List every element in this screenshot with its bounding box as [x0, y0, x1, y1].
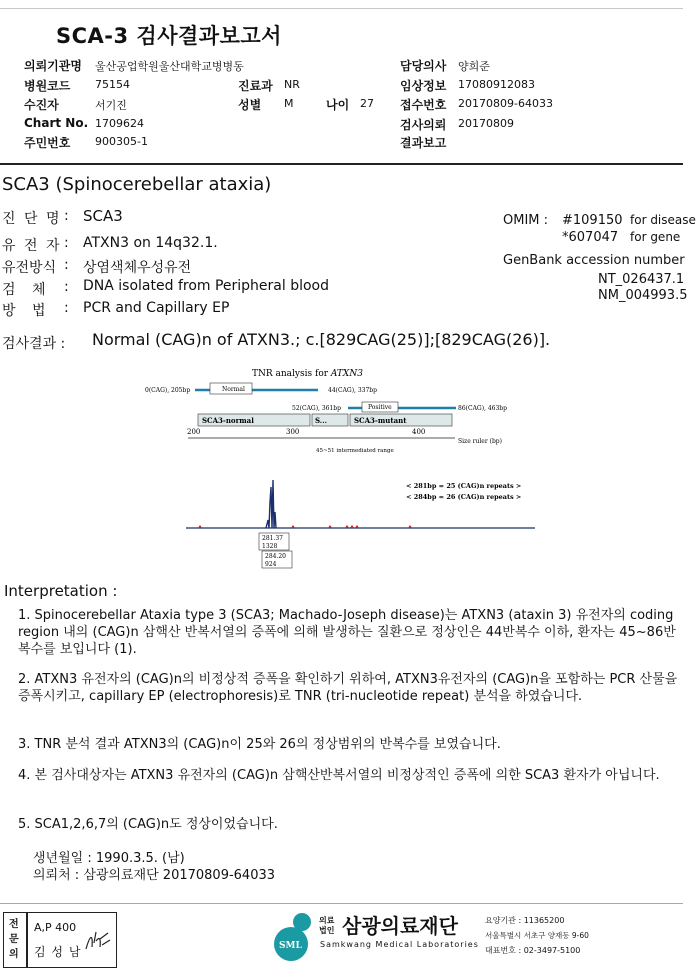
peak-height-1: 1328 [262, 543, 278, 550]
receipt-no-label: 접수번호 [400, 98, 447, 112]
org-info: 서울특별시 서초구 양재동 9-60 [485, 931, 589, 940]
top-border [0, 8, 683, 9]
detail-value-gene: ATXN3 on 14q32.1. [83, 235, 218, 251]
interpretation-paragraph: 3. TNR 분석 결과 ATXN3의 (CAG)n이 25와 26의 정상범위의 반복수를 보였습니다. [18, 737, 501, 752]
positive-right-label: 86(CAG), 463bp [458, 405, 507, 412]
genbank-id: NT_026437.1 [598, 272, 685, 287]
detail-label-specimen: 검 체 [2, 282, 52, 298]
genbank-label: GenBank accession number [503, 253, 685, 268]
ruler-tick-label: 300 [286, 428, 300, 436]
sml-logo-icon [270, 910, 316, 962]
institution-label: 의뢰기관명 [24, 59, 82, 73]
org-english-name: Samkwang Medical Laboratories [320, 940, 479, 949]
clinical-info-label: 임상정보 [400, 79, 447, 93]
band-intermediate-label: S... [315, 416, 328, 425]
omim-desc-disease: for disease [630, 213, 696, 227]
ruler-tick-label: 200 [187, 428, 201, 436]
receipt-no-value: 20170809-64033 [458, 97, 553, 110]
footer-divider [0, 903, 683, 904]
detail-value-method: PCR and Capillary EP [83, 300, 230, 316]
detail-label-method: 방 법 [2, 303, 52, 319]
resident-no-value: 900305-1 [95, 135, 148, 148]
tnr-figure [140, 362, 540, 572]
sex-value: M [284, 97, 294, 110]
org-name: 삼광의료재단 [342, 914, 458, 938]
hospital-code-value: 75154 [95, 78, 130, 91]
peak-size-1: 281.37 [262, 535, 283, 542]
org-type: 의료 법인 [319, 916, 335, 935]
colon: : [64, 300, 69, 316]
normal-left-label: 0(CAG), 205bp [145, 387, 191, 394]
detail-value-inheritance: 상염색체우성유전 [83, 260, 192, 276]
age-label: 나이 [326, 98, 350, 112]
intermediate-range-label: 45~51 intermediated range [316, 448, 394, 454]
colon: : [64, 279, 69, 295]
normal-box-label: Normal [222, 386, 245, 393]
interpretation-paragraph: 5. SCA1,2,6,7의 (CAG)n도 정상이었습니다. [18, 817, 278, 832]
patient-label: 수진자 [24, 98, 59, 112]
band-mutant-label: SCA3-mutant [354, 416, 407, 425]
birth-date: 생년월일 : 1990.3.5. (남) [33, 851, 185, 866]
department-label: 진료과 [238, 79, 273, 93]
result-label: 검사결과 : [2, 336, 66, 352]
band-normal-label: SCA3-normal [202, 416, 254, 425]
resident-no-label: 주민번호 [24, 136, 71, 150]
hospital-code-label: 병원코드 [24, 79, 71, 93]
electropherogram-peaks [266, 480, 276, 528]
specialist-stamp [3, 912, 117, 968]
header-divider [0, 163, 683, 165]
omim-id-gene: *607047 [562, 230, 619, 245]
repeat-annotation-1: < 281bp = 25 (CAG)n repeats > [406, 482, 522, 490]
interpretation-paragraph: 2. ATXN3 유전자의 (CAG)n의 비정상적 증폭을 확인하기 위하여, ATXN3유전자의 (CAG)n을 포함하는 PCR 산물을 증폭시키고, capillary EP (electrophoresis)로 TNR (tri-nucleotide repeat) 분석을 하였습니다. [18, 672, 678, 704]
section-title: SCA3 (Spinocerebellar ataxia) [2, 174, 272, 195]
result-value: Normal (CAG)n of ATXN3.; c.[829CAG(25)];[829CAG(26)]. [92, 330, 551, 349]
signature [84, 929, 112, 955]
chart-no-label: Chart No. [24, 116, 89, 130]
requester: 의뢰처 : 삼광의료재단 20170809-64033 [33, 868, 276, 883]
chart-no-value: 1709624 [95, 117, 144, 130]
repeat-annotation-2: < 284bp = 26 (CAG)n repeats > [406, 493, 522, 501]
detail-label-inheritance: 유전방식 [2, 260, 57, 276]
peak-height-2: 924 [265, 561, 277, 568]
stamp-code: A,P 400 [34, 921, 77, 934]
doctor-label: 담당의사 [400, 59, 447, 73]
colon: : [64, 235, 69, 251]
omim-id-disease: #109150 [562, 213, 623, 228]
omim-desc-gene: for gene [630, 230, 681, 244]
stamp-name: 김 성 남 [34, 945, 82, 959]
org-info: 대표번호 : 02-3497-5100 [485, 946, 581, 955]
peak-size-2: 284.20 [265, 553, 286, 560]
positive-box-label: Positive [368, 404, 392, 411]
report-title: SCA-3 검사결과보고서 [56, 24, 282, 48]
genbank-id: NM_004993.5 [598, 288, 688, 303]
test-request-label: 검사의뢰 [400, 118, 447, 132]
detail-value-specimen: DNA isolated from Peripheral blood [83, 278, 330, 294]
omim-label: OMIM : [503, 213, 549, 228]
department-value: NR [284, 78, 300, 91]
positive-left-label: 52(CAG), 361bp [292, 405, 341, 412]
interpretation-heading: Interpretation : [4, 582, 118, 600]
patient-value: 서기진 [95, 99, 127, 112]
colon: : [64, 257, 69, 273]
institution-value: 울산공업학원울산대학교병병동 [95, 60, 244, 73]
ruler-label: Size ruler (bp) [458, 438, 502, 445]
figure-title: TNR analysis for ATXN3 [252, 369, 363, 379]
detail-label-diagnosis: 진 단 명 [2, 211, 62, 227]
result-report-label: 결과보고 [400, 136, 447, 150]
normal-right-label: 44(CAG), 337bp [328, 387, 377, 394]
sex-label: 성별 [238, 98, 262, 112]
logo-text: SML [279, 941, 302, 951]
org-info: 요양기관 : 11365200 [485, 916, 565, 925]
ruler-tick-label: 400 [412, 428, 426, 436]
interpretation-paragraph: 4. 본 검사대상자는 ATXN3 유전자의 (CAG)n 삼핵산반복서열의 비정상적인 증폭에 의한 SCA3 환자가 아닙니다. [18, 768, 660, 783]
doctor-value: 양희준 [458, 60, 490, 73]
test-request-value: 20170809 [458, 117, 514, 130]
stamp-divider [26, 913, 28, 967]
detail-label-gene: 유 전 자 [2, 238, 62, 254]
age-value: 27 [360, 97, 374, 110]
interpretation-paragraph: 1. Spinocerebellar Ataxia type 3 (SCA3; Machado-Joseph disease)는 ATXN3 (ataxin 3) 유전자의 coding region 내의 (CAG)n 삼핵산 반복서열의 증폭에 의해 발생하는 질환으로 정상인은 44반복수 이하, 환자는 45~86반복수를 보입니다 (1). [18, 608, 676, 657]
clinical-info-value: 17080912083 [458, 78, 535, 91]
detail-value-diagnosis: SCA3 [83, 207, 123, 225]
colon: : [64, 208, 69, 224]
stamp-label: 전문의 [9, 919, 19, 960]
